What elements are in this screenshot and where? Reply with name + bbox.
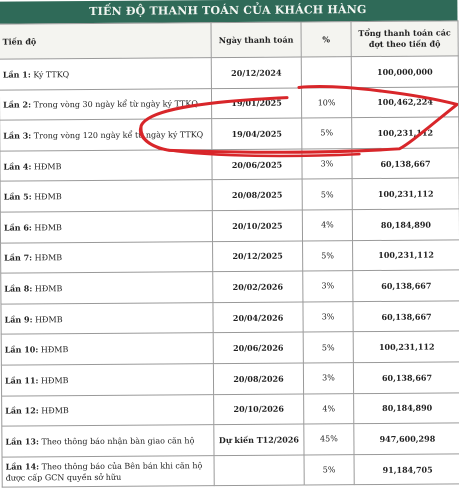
date-cell: 20/08/2025	[212, 179, 302, 210]
table-row	[0, 56, 458, 90]
header-percent: %	[301, 22, 351, 57]
stage-desc: HĐMB	[32, 314, 63, 324]
stage-cell	[1, 364, 213, 396]
stage-label: Lần 4:	[3, 160, 32, 172]
percent-cell	[301, 57, 351, 88]
total-cell: 80,184,890	[352, 209, 459, 240]
stage-cell	[0, 211, 212, 243]
table-row	[2, 392, 459, 426]
stage-label: Lần 3:	[3, 130, 32, 141]
table-row	[1, 270, 459, 304]
stage-cell	[1, 333, 213, 365]
stage-cell	[1, 241, 213, 273]
stage-desc: HĐMB	[32, 284, 63, 294]
stage-desc: HĐMB	[31, 161, 62, 171]
header-date: Ngày thanh toán	[211, 22, 301, 58]
percent-cell: 4%	[304, 393, 354, 424]
stage-label: Lần 7:	[4, 252, 33, 263]
table-row	[2, 454, 459, 488]
stage-label: Lần 8:	[4, 283, 33, 294]
total-cell: 80,184,890	[354, 392, 459, 423]
table-title: TIẾN ĐỘ THANH TOÁN CỦA KHÁCH HÀNG	[0, 0, 457, 24]
percent-cell: 5%	[304, 454, 354, 485]
stage-label: Lần 12:	[5, 405, 39, 416]
stage-cell	[1, 302, 213, 334]
stage-cell	[0, 180, 212, 212]
percent-cell: 3%	[303, 301, 353, 332]
stage-label: Lần 13:	[5, 436, 39, 447]
stage-desc: Trong vòng 30 ngày kể từ ngày ký TTKQ	[30, 99, 198, 110]
stage-label: Lần 6:	[3, 222, 32, 233]
stage-desc: Theo thông báo nhận bàn giao căn hộ	[38, 436, 195, 447]
table-row	[0, 178, 459, 212]
stage-label: Lần 14:	[5, 460, 40, 472]
stage-label: Lần 1:	[2, 69, 31, 80]
stage-cell	[2, 455, 214, 487]
percent-cell: 3%	[303, 271, 353, 302]
stage-desc: HĐMB	[38, 345, 69, 355]
stage-desc: HĐMB	[32, 253, 63, 263]
table-row	[0, 86, 459, 120]
stage-desc: Trong vòng 120 ngày kể từ ngày ký TTKQ	[31, 130, 204, 141]
header-stage: Tiến độ	[0, 23, 211, 59]
header-total	[351, 21, 458, 57]
total-cell: 100,231,112	[352, 178, 459, 209]
percent-cell: 5%	[303, 240, 353, 271]
percent-cell: 5%	[302, 118, 352, 149]
table-row	[1, 239, 459, 273]
stage-cell	[0, 149, 212, 181]
total-cell: 60,138,667	[353, 362, 459, 393]
percent-cell: 5%	[302, 179, 352, 210]
payment-schedule-table	[0, 20, 459, 488]
total-cell: 100,231,112	[353, 331, 459, 362]
percent-cell: 5%	[303, 332, 353, 363]
date-cell: 20/12/2024	[211, 57, 301, 88]
stage-label: Lần 10:	[4, 344, 39, 355]
stage-desc: HĐMB	[38, 375, 69, 386]
percent-cell: 3%	[303, 363, 353, 394]
date-cell: 20/06/2025	[212, 149, 302, 180]
total-cell: 100,462,224	[351, 86, 458, 117]
date-cell: 20/04/2026	[213, 302, 303, 333]
stage-label: Lần 11:	[4, 375, 39, 386]
stage-desc: Theo thông báo của Bên bán khi căn hộ được cấp GCN quyền sở hữu	[5, 460, 203, 483]
date-cell: 19/04/2025	[212, 118, 302, 149]
percent-cell: 10%	[301, 87, 351, 118]
date-cell	[214, 455, 304, 486]
stage-label: Lần 9:	[4, 313, 33, 325]
stage-desc: HĐMB	[31, 222, 62, 233]
date-cell: Dự kiến T12/2026	[214, 424, 304, 455]
table-row	[1, 362, 459, 396]
date-cell: 20/10/2026	[214, 394, 304, 425]
table-row	[0, 148, 459, 182]
stage-desc: HĐMB	[31, 192, 62, 202]
total-cell: 100,231,112	[353, 239, 459, 270]
total-cell: 100,231,112	[352, 117, 459, 148]
total-cell: 100,000,000	[351, 56, 458, 87]
date-cell: 20/10/2025	[212, 210, 302, 241]
percent-cell: 4%	[302, 210, 352, 241]
date-cell: 20/08/2026	[213, 363, 303, 394]
header-total-text: Tổng thanh toán các đợt theo tiến độ	[358, 27, 451, 50]
stage-cell	[0, 88, 212, 120]
percent-cell: 3%	[302, 148, 352, 179]
stage-label: Lần 5:	[3, 191, 32, 202]
total-cell: 60,138,667	[352, 148, 459, 179]
date-cell: 20/02/2026	[213, 271, 303, 302]
stage-cell	[2, 425, 214, 457]
date-cell: 19/01/2025	[211, 88, 301, 119]
total-cell: 91,184,705	[354, 454, 459, 485]
date-cell: 20/12/2025	[213, 241, 303, 272]
table-row	[0, 117, 459, 151]
stage-label: Lần 2:	[3, 99, 32, 110]
table-row	[2, 423, 459, 457]
table-row	[1, 301, 459, 335]
header-row	[0, 21, 458, 59]
stage-cell	[2, 394, 214, 426]
stage-desc: Ký TTKQ	[30, 69, 70, 80]
total-cell: 947,600,298	[354, 423, 459, 454]
date-cell: 20/06/2026	[213, 332, 303, 363]
total-cell: 60,138,667	[353, 270, 459, 301]
stage-cell	[0, 119, 212, 151]
total-cell: 60,138,667	[353, 301, 459, 332]
stage-cell	[0, 58, 211, 90]
table-row	[0, 209, 459, 243]
table-row	[1, 331, 459, 365]
percent-cell: 45%	[304, 424, 354, 455]
stage-cell	[1, 272, 213, 304]
stage-desc: HĐMB	[38, 406, 69, 416]
